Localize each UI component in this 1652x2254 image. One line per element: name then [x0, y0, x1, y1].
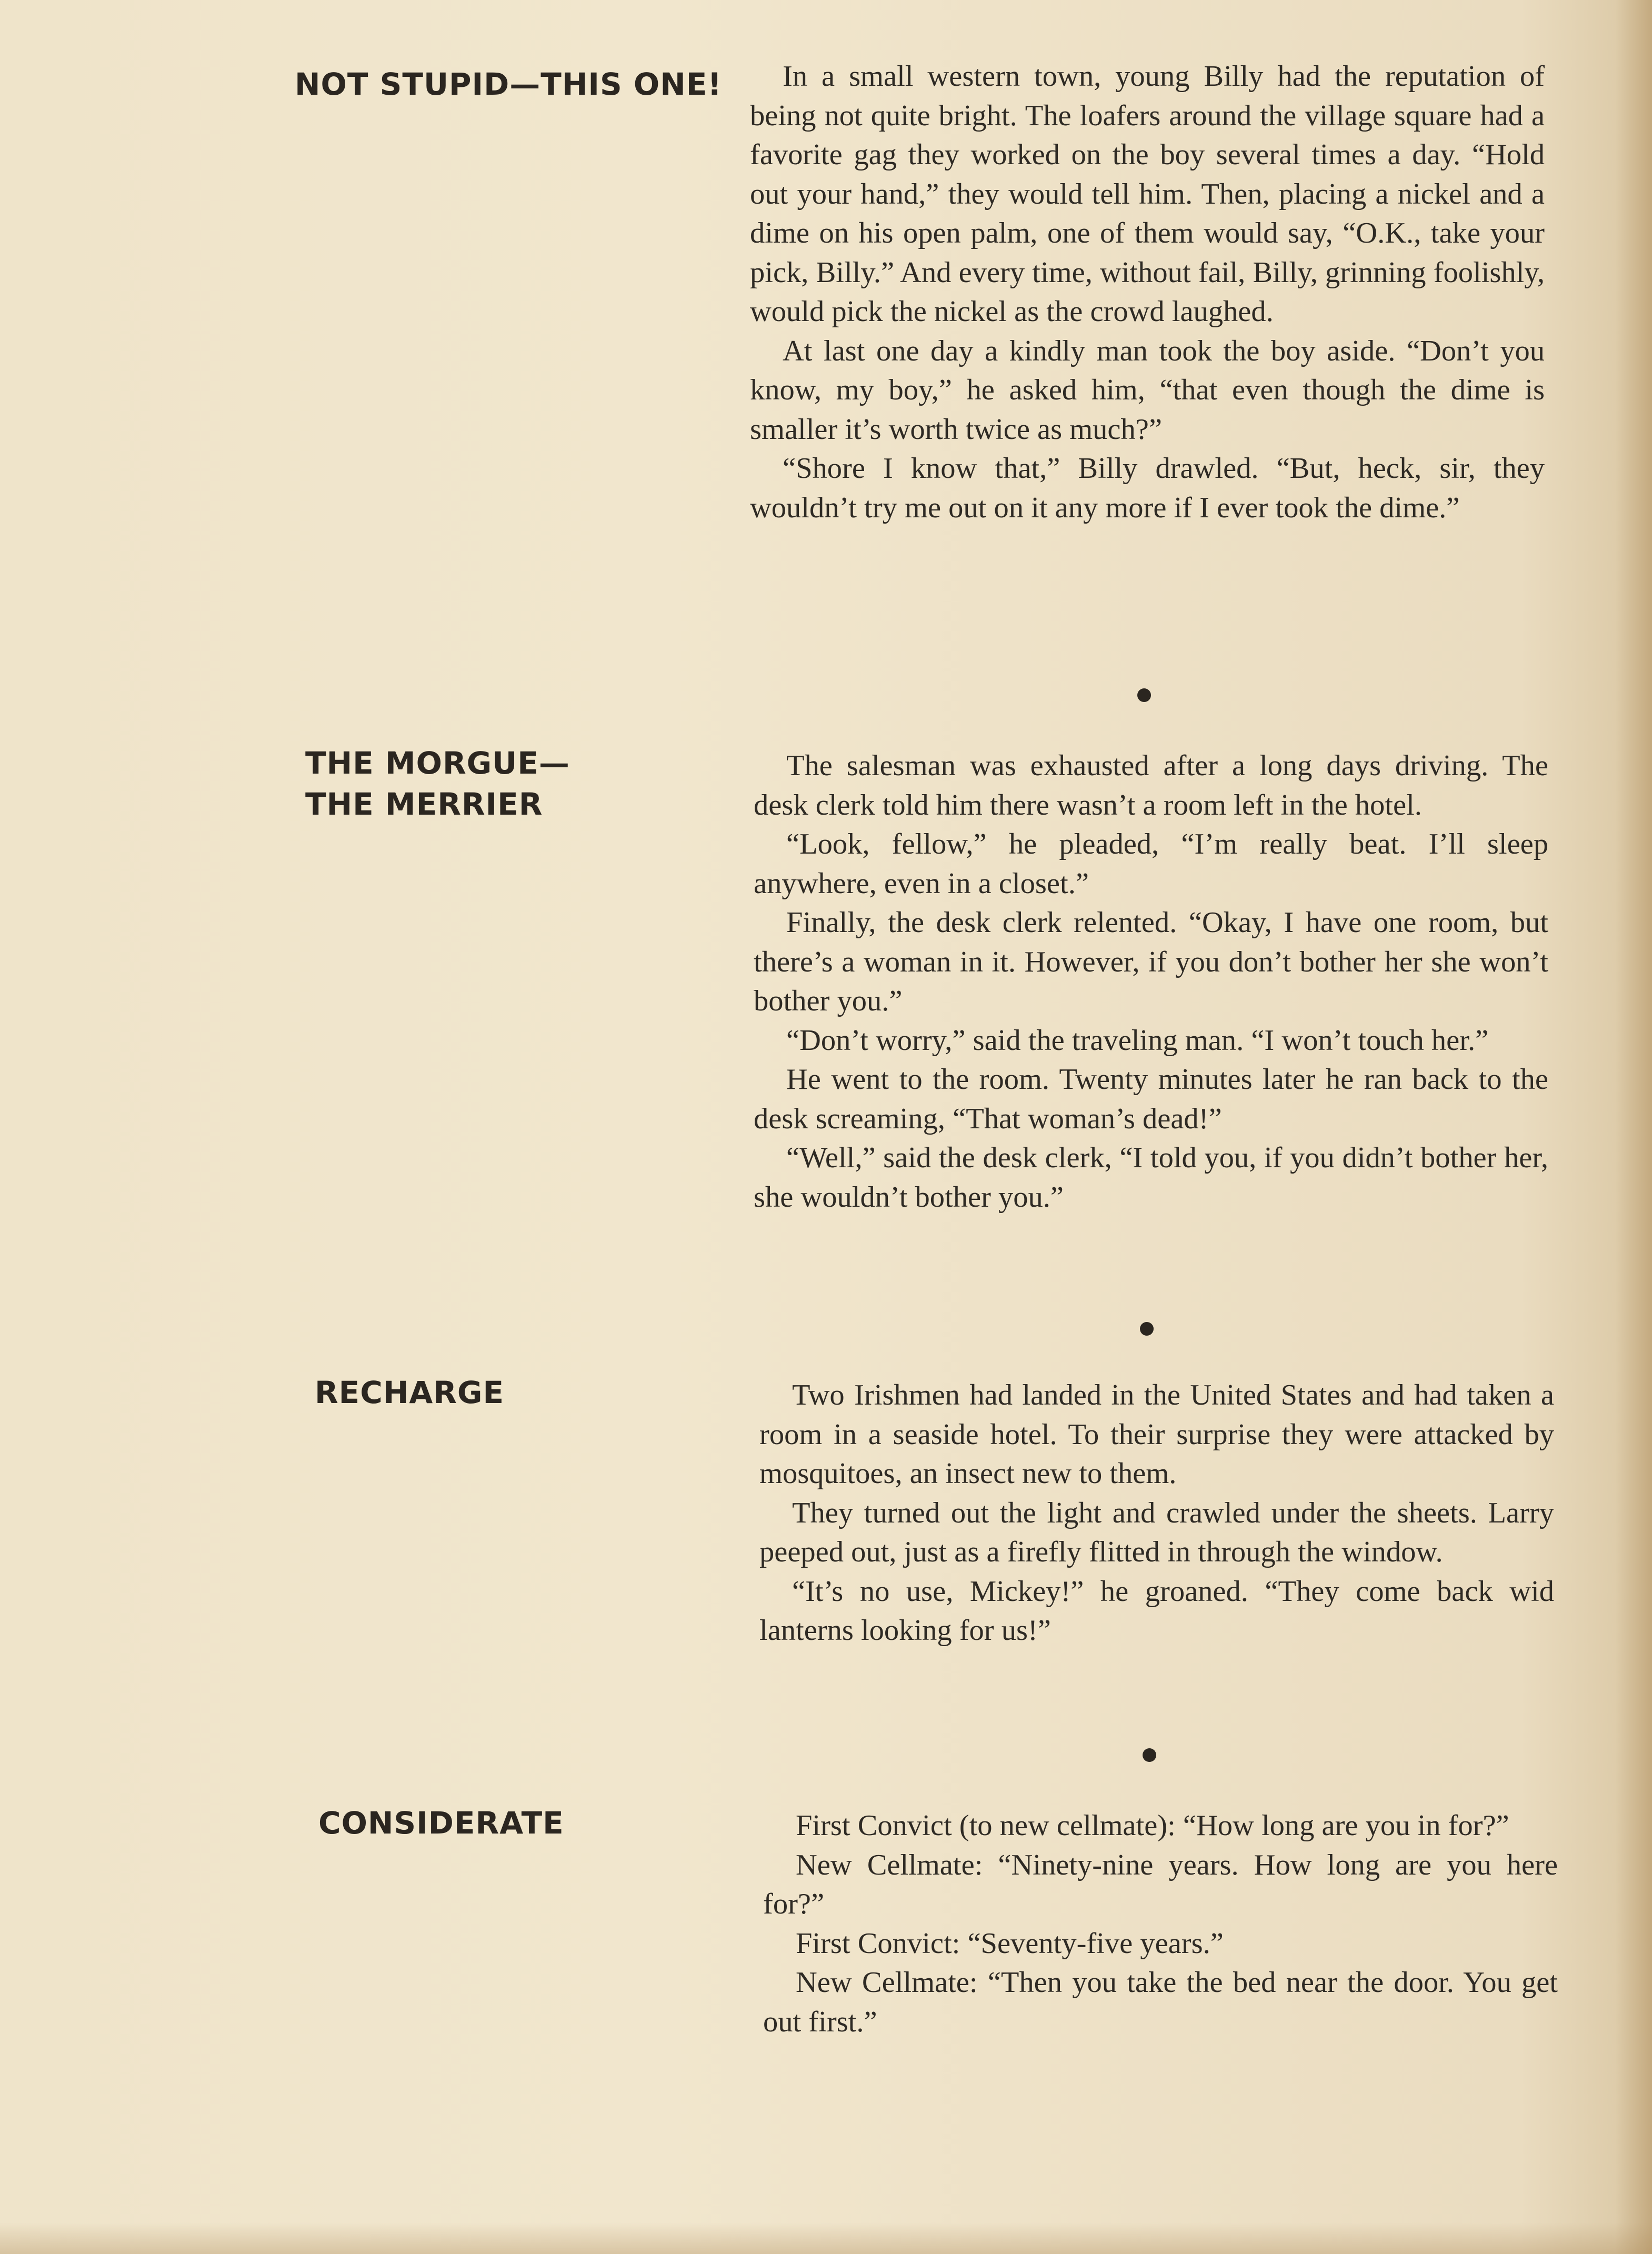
section-divider-dot — [1140, 1322, 1154, 1336]
joke-heading-recharge: RECHARGE — [315, 1375, 505, 1410]
paragraph: New Cellmate: “Ninety-nine years. How long are you here for?” — [763, 1848, 1558, 1920]
page-bottom-shadow — [0, 2222, 1652, 2254]
paragraph: “Don’t worry,” said the traveling man. “I won’t touch her.” — [786, 1024, 1489, 1057]
paragraph: “Look, fellow,” he pleaded, “I’m really beat. I’ll sleep anywhere, even in a closet.” — [754, 828, 1548, 900]
paragraph: They turned out the light and crawled under the sheets. Larry peeped out, just as a firefly flitted in through the window. — [759, 1496, 1554, 1568]
page-edge-shadow — [1615, 0, 1652, 2254]
paragraph: New Cellmate: “Then you take the bed near the door. You get out first.” — [763, 1966, 1558, 2038]
paragraph: Two Irishmen had landed in the United States and had taken a room in a seaside hotel. To their surprise they were attacked by mosquitoes, an insect new to them. — [759, 1379, 1554, 1490]
joke-body-not-stupid — [750, 57, 1545, 527]
paragraph: He went to the room. Twenty minutes later he ran back to the desk screaming, “That woman’s dead!” — [754, 1063, 1548, 1135]
paragraph: The salesman was exhausted after a long days driving. The desk clerk told him there wasn’t a room left in the hotel. — [754, 749, 1548, 822]
joke-heading-morgue-line2: THE MERRIER — [305, 786, 543, 822]
joke-body-morgue — [754, 746, 1548, 1217]
paragraph: First Convict: “Seventy-five years.” — [796, 1927, 1224, 1960]
joke-heading-morgue: THE MORGUE— — [305, 745, 570, 781]
paragraph: Finally, the desk clerk relented. “Okay, I have one room, but there’s a woman in it. However, if you don’t bother her she won’t bother you.” — [754, 906, 1548, 1017]
joke-body-recharge — [759, 1376, 1554, 1650]
paragraph: “Shore I know that,” Billy drawled. “But, heck, sir, they wouldn’t try me out on it any more if I ever took the dime.” — [750, 452, 1545, 524]
paragraph: In a small western town, young Billy had the reputation of being not quite bright. The loafers around the village square had a favorite gag they worked on the boy several times a day. “Hold out your hand,” they would tell him. Then, placing a nickel and a dime on his open palm, one of them would say, “O.K., take your pick, Billy.” And every time, without fail, Billy, grinning foolishly, would pick the nickel as the crowd laughed. — [750, 60, 1545, 328]
paragraph: At last one day a kindly man took the boy aside. “Don’t you know, my boy,” he asked him, “that even though the dime is smaller it’s worth twice as much?” — [750, 334, 1545, 446]
paragraph: “It’s no use, Mickey!” he groaned. “They come back wid lanterns looking for us!” — [759, 1575, 1554, 1647]
section-divider-dot — [1143, 1748, 1156, 1762]
joke-heading-considerate: CONSIDERATE — [318, 1805, 564, 1841]
paragraph: First Convict (to new cellmate): “How long are you in for?” — [796, 1809, 1509, 1842]
paragraph: “Well,” said the desk clerk, “I told you, if you didn’t bother her, she wouldn’t bother you.” — [754, 1141, 1548, 1214]
section-divider-dot — [1137, 688, 1151, 702]
joke-heading-not-stupid: NOT STUPID—THIS ONE! — [295, 66, 722, 102]
joke-body-considerate — [763, 1806, 1558, 2041]
